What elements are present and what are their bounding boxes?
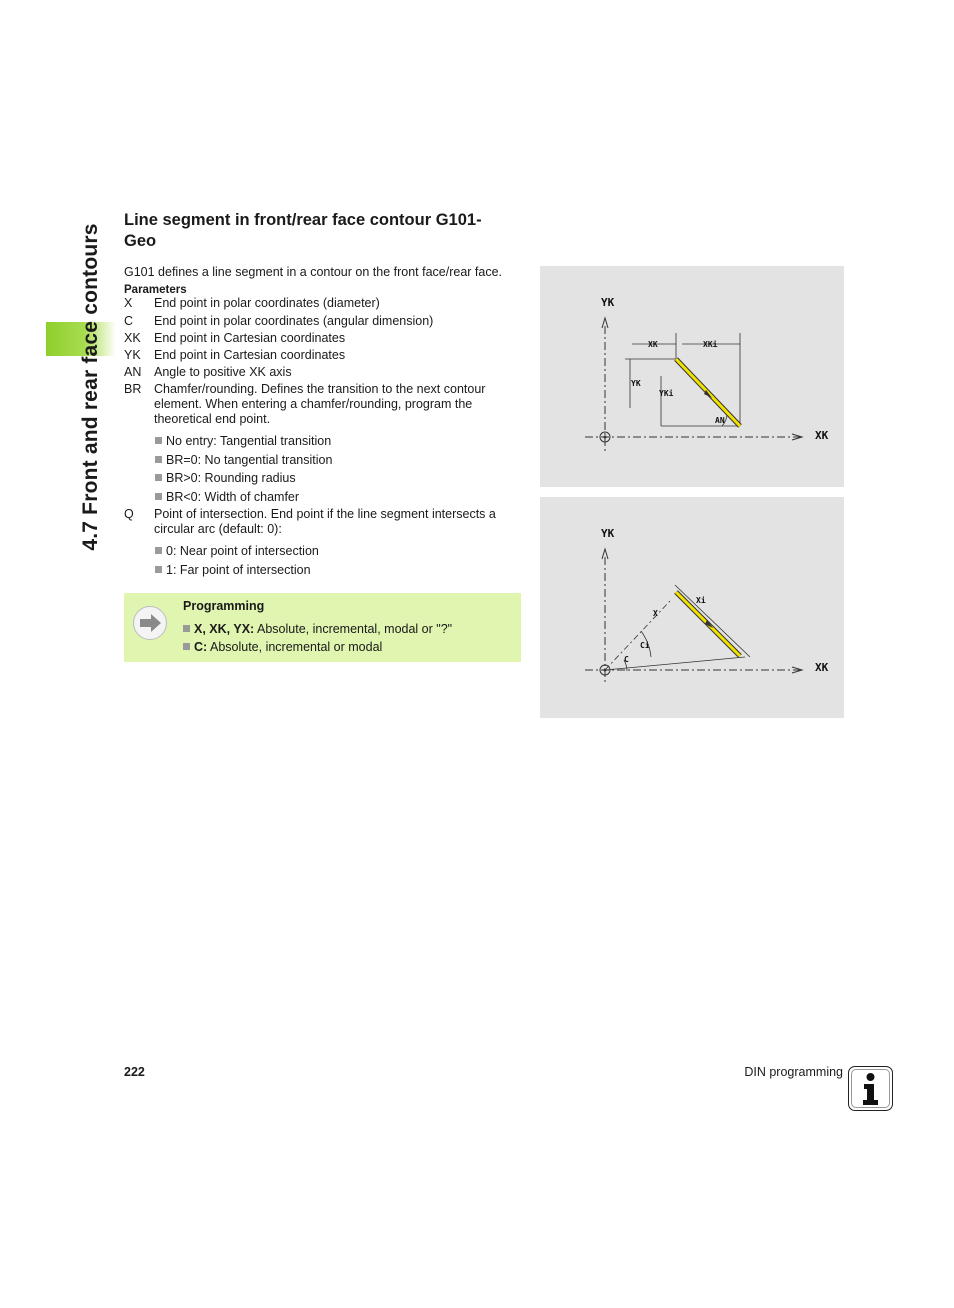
axis-label-yk: YK (601, 296, 615, 309)
br-option: BR=0: No tangential transition (155, 453, 332, 467)
dim-label-ci: Ci (640, 641, 650, 650)
q-option: 0: Near point of intersection (155, 544, 319, 558)
dim-label-xk: XK (648, 340, 658, 349)
footer-chapter: DIN programming (744, 1065, 843, 1079)
info-icon (848, 1066, 893, 1111)
axis-label-yk: YK (601, 527, 615, 540)
dim-label-x: X (653, 609, 658, 618)
br-option: BR>0: Rounding radius (155, 471, 296, 485)
page-number: 222 (124, 1065, 145, 1079)
dim-label-xki: XKi (703, 340, 718, 349)
parameters-label: Parameters (124, 284, 187, 296)
q-option: 1: Far point of intersection (155, 563, 311, 577)
figure-cartesian-line (540, 266, 844, 487)
section-heading: Line segment in front/rear face contour G101- Geo (124, 211, 482, 250)
figure-polar-line (540, 497, 844, 718)
chapter-title: 4.7 Front and rear face contours (79, 223, 102, 551)
arrow-right-icon (133, 606, 167, 640)
note-line: X, XK, YX: Absolute, incremental, modal or "?" (183, 622, 452, 636)
axis-label-xk: XK (815, 429, 829, 442)
dim-label-yk: YK (631, 379, 641, 388)
note-title: Programming (183, 599, 265, 613)
axis-label-xk: XK (815, 661, 829, 674)
note-line: C: Absolute, incremental or modal (183, 640, 382, 654)
dim-label-yki: YKi (659, 389, 674, 398)
br-option: No entry: Tangential transition (155, 434, 331, 448)
br-option: BR<0: Width of chamfer (155, 490, 299, 504)
intro-text: G101 defines a line segment in a contour on the front face/rear face. (124, 265, 503, 279)
dim-label-an: AN (715, 416, 725, 425)
dim-label-xi: Xi (696, 596, 706, 605)
programming-note (124, 593, 521, 662)
dim-label-c: C (624, 655, 629, 664)
